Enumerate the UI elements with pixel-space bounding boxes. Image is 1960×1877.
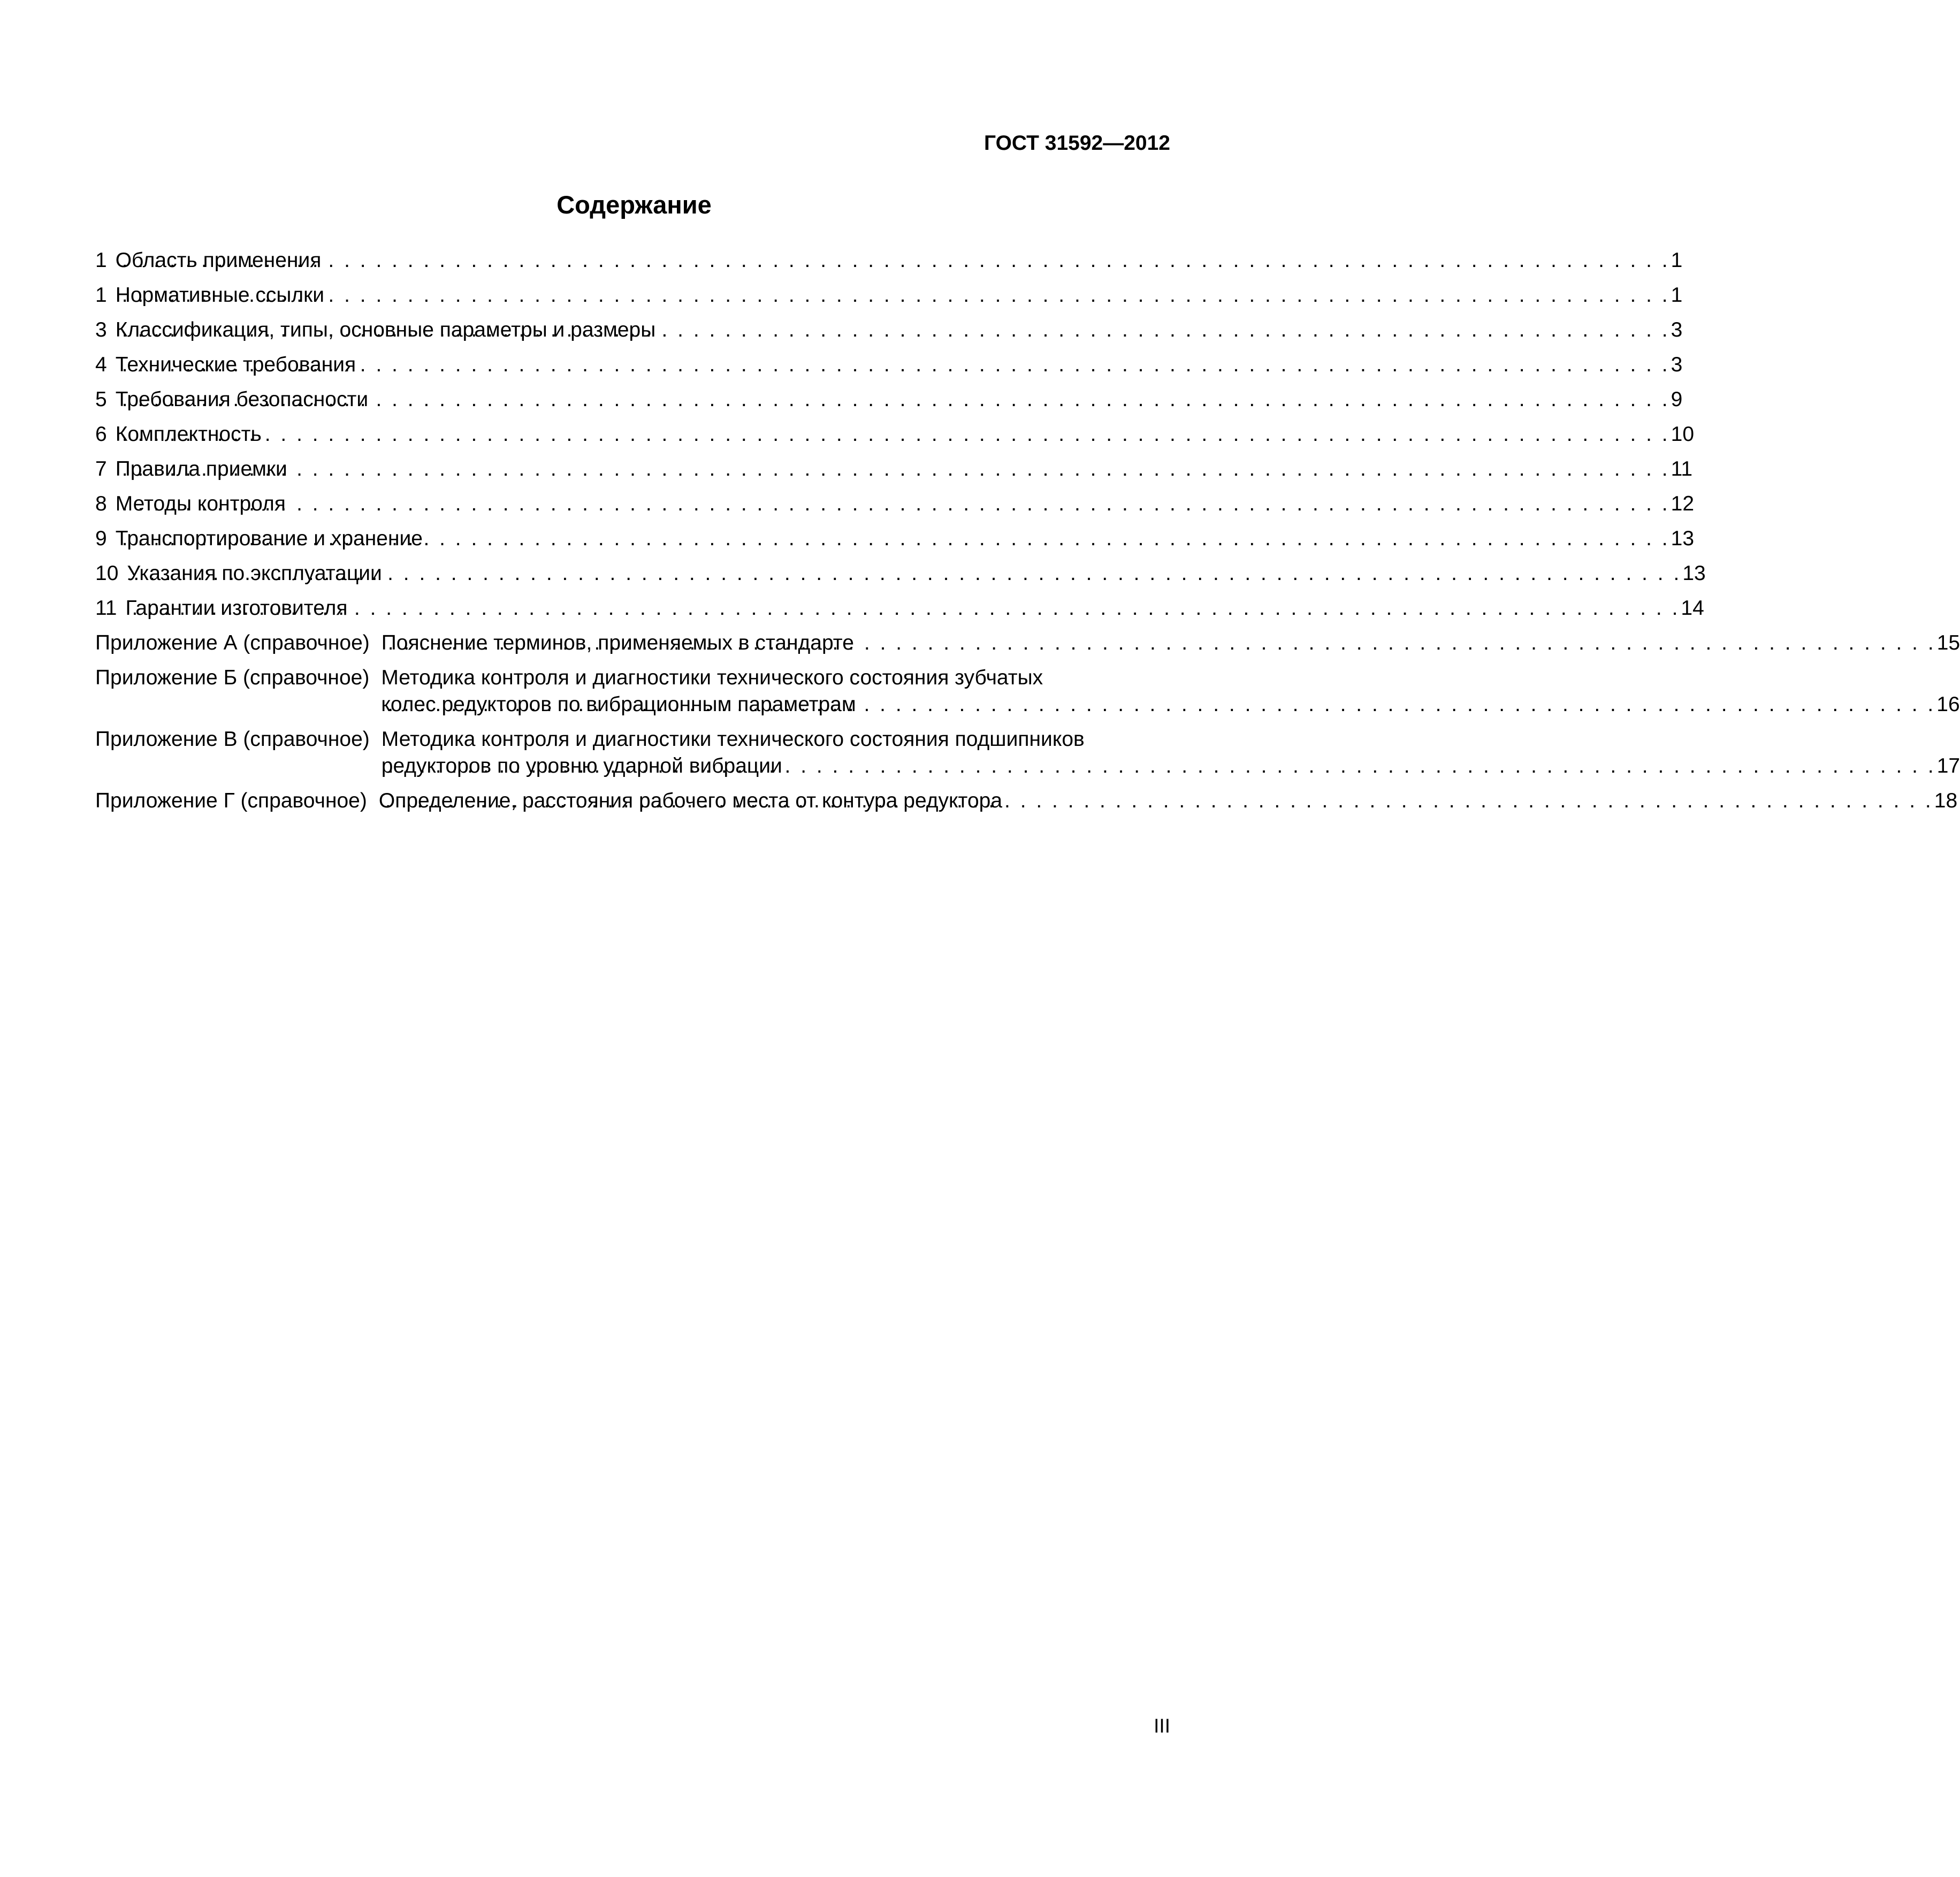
appendix-prefix: Приложение Г (справочное)	[95, 789, 367, 812]
appendix-prefix: Приложение А (справочное)	[95, 631, 370, 654]
toc-entry-page: 14	[1681, 597, 1704, 620]
dot-leader	[382, 788, 1931, 814]
dot-leader	[129, 595, 1678, 622]
appendix-title: Определение, расстояния рабочего места от контура редуктора	[378, 789, 1003, 812]
toc-entry-page: 10	[1671, 423, 1695, 446]
toc-entry-number: 11	[95, 597, 117, 620]
table-of-contents	[95, 247, 1960, 822]
toc-entry-page: 3	[1671, 318, 1683, 341]
toc-appendix-entry[interactable]	[95, 726, 1960, 788]
toc-entry[interactable]	[95, 525, 1695, 560]
toc-entry-number: 4	[95, 353, 107, 376]
appendix-title: Методика контроля и диагностики технического состояния зубчатых	[381, 666, 1043, 689]
dot-leader	[119, 317, 1668, 344]
toc-entry-label: Технические требования	[115, 353, 356, 376]
toc-entry[interactable]	[95, 352, 1683, 386]
appendix-prefix: Приложение В (справочное)	[95, 728, 370, 751]
toc-entry-label: Указания по эксплуатации	[127, 562, 382, 585]
toc-entry-label: Требования безопасности	[115, 388, 369, 411]
toc-entry-label: Классификация, типы, основные параметры и размеры	[115, 318, 656, 341]
toc-entry-number: 8	[95, 492, 107, 515]
page-number: III	[1154, 1715, 1170, 1737]
toc-entry[interactable]	[95, 282, 1683, 317]
dot-leader	[119, 525, 1668, 552]
document-code: ГОСТ 31592—2012	[984, 132, 1170, 155]
toc-entry[interactable]	[95, 456, 1693, 491]
toc-entry-page: 13	[1671, 527, 1695, 550]
toc-entry[interactable]	[95, 317, 1683, 352]
toc-entry[interactable]	[95, 491, 1695, 525]
dot-leader	[385, 753, 1934, 780]
toc-entry-label: Гарантии изготовителя	[125, 597, 348, 620]
toc-title: Содержание	[556, 190, 712, 219]
toc-entry-label: Правила приемки	[115, 457, 287, 480]
toc-entry[interactable]	[95, 386, 1683, 421]
dot-leader	[119, 247, 1668, 274]
toc-entry[interactable]	[95, 421, 1695, 456]
toc-entry-page: 12	[1671, 492, 1695, 515]
toc-entry-page: 13	[1682, 562, 1706, 585]
dot-leader	[119, 352, 1668, 378]
toc-entry-number: 10	[95, 562, 119, 585]
dot-leader	[119, 456, 1668, 483]
toc-entry-number: 9	[95, 527, 107, 550]
toc-entry-number: 3	[95, 318, 107, 341]
toc-entry-label: Методы контроля	[115, 492, 286, 515]
toc-entry-number: 5	[95, 388, 107, 411]
appendix-prefix: Приложение Б (справочное)	[95, 666, 370, 689]
toc-entry[interactable]	[95, 560, 1706, 595]
toc-entry-number: 7	[95, 457, 107, 480]
toc-entry-label: Комплектность	[115, 423, 262, 446]
toc-entry-number: 1	[95, 249, 107, 272]
toc-entry-label: Область применения	[115, 249, 322, 272]
dot-leader	[119, 421, 1668, 448]
dot-leader	[130, 560, 1679, 587]
toc-entry-label: Нормативные ссылки	[115, 284, 324, 307]
dot-leader	[385, 630, 1934, 657]
appendix-page: 15	[1936, 631, 1960, 654]
toc-appendix-entry[interactable]	[95, 665, 1960, 726]
appendix-page: 17	[1936, 754, 1960, 777]
dot-leader	[119, 386, 1668, 413]
toc-entry[interactable]	[95, 247, 1683, 282]
dot-leader	[119, 282, 1668, 309]
toc-entry[interactable]	[95, 595, 1704, 630]
appendix-title-continued: редукторов по уровню ударной вибрации	[381, 754, 782, 777]
appendix-page: 18	[1934, 789, 1958, 812]
appendix-page: 16	[1936, 693, 1960, 716]
dot-leader	[119, 491, 1668, 517]
toc-entry-page: 11	[1671, 457, 1693, 480]
toc-entry-page: 1	[1671, 249, 1683, 272]
toc-entry-page: 1	[1671, 284, 1683, 307]
toc-entry-number: 6	[95, 423, 107, 446]
toc-entry-label: Транспортирование и хранение	[115, 527, 423, 550]
appendix-title: Методика контроля и диагностики технического состояния подшипников	[381, 728, 1085, 751]
dot-leader	[384, 691, 1933, 718]
toc-entry-page: 3	[1671, 353, 1683, 376]
toc-entry-number: 1	[95, 284, 107, 307]
appendix-title: Пояснение терминов, применяемых в стандарте	[381, 631, 854, 654]
appendix-title-continued: колес редукторов по вибрационным параметрам	[381, 693, 856, 716]
toc-entry-page: 9	[1671, 388, 1683, 411]
toc-appendix-entry[interactable]	[95, 788, 1958, 822]
toc-appendix-entry[interactable]	[95, 630, 1960, 665]
